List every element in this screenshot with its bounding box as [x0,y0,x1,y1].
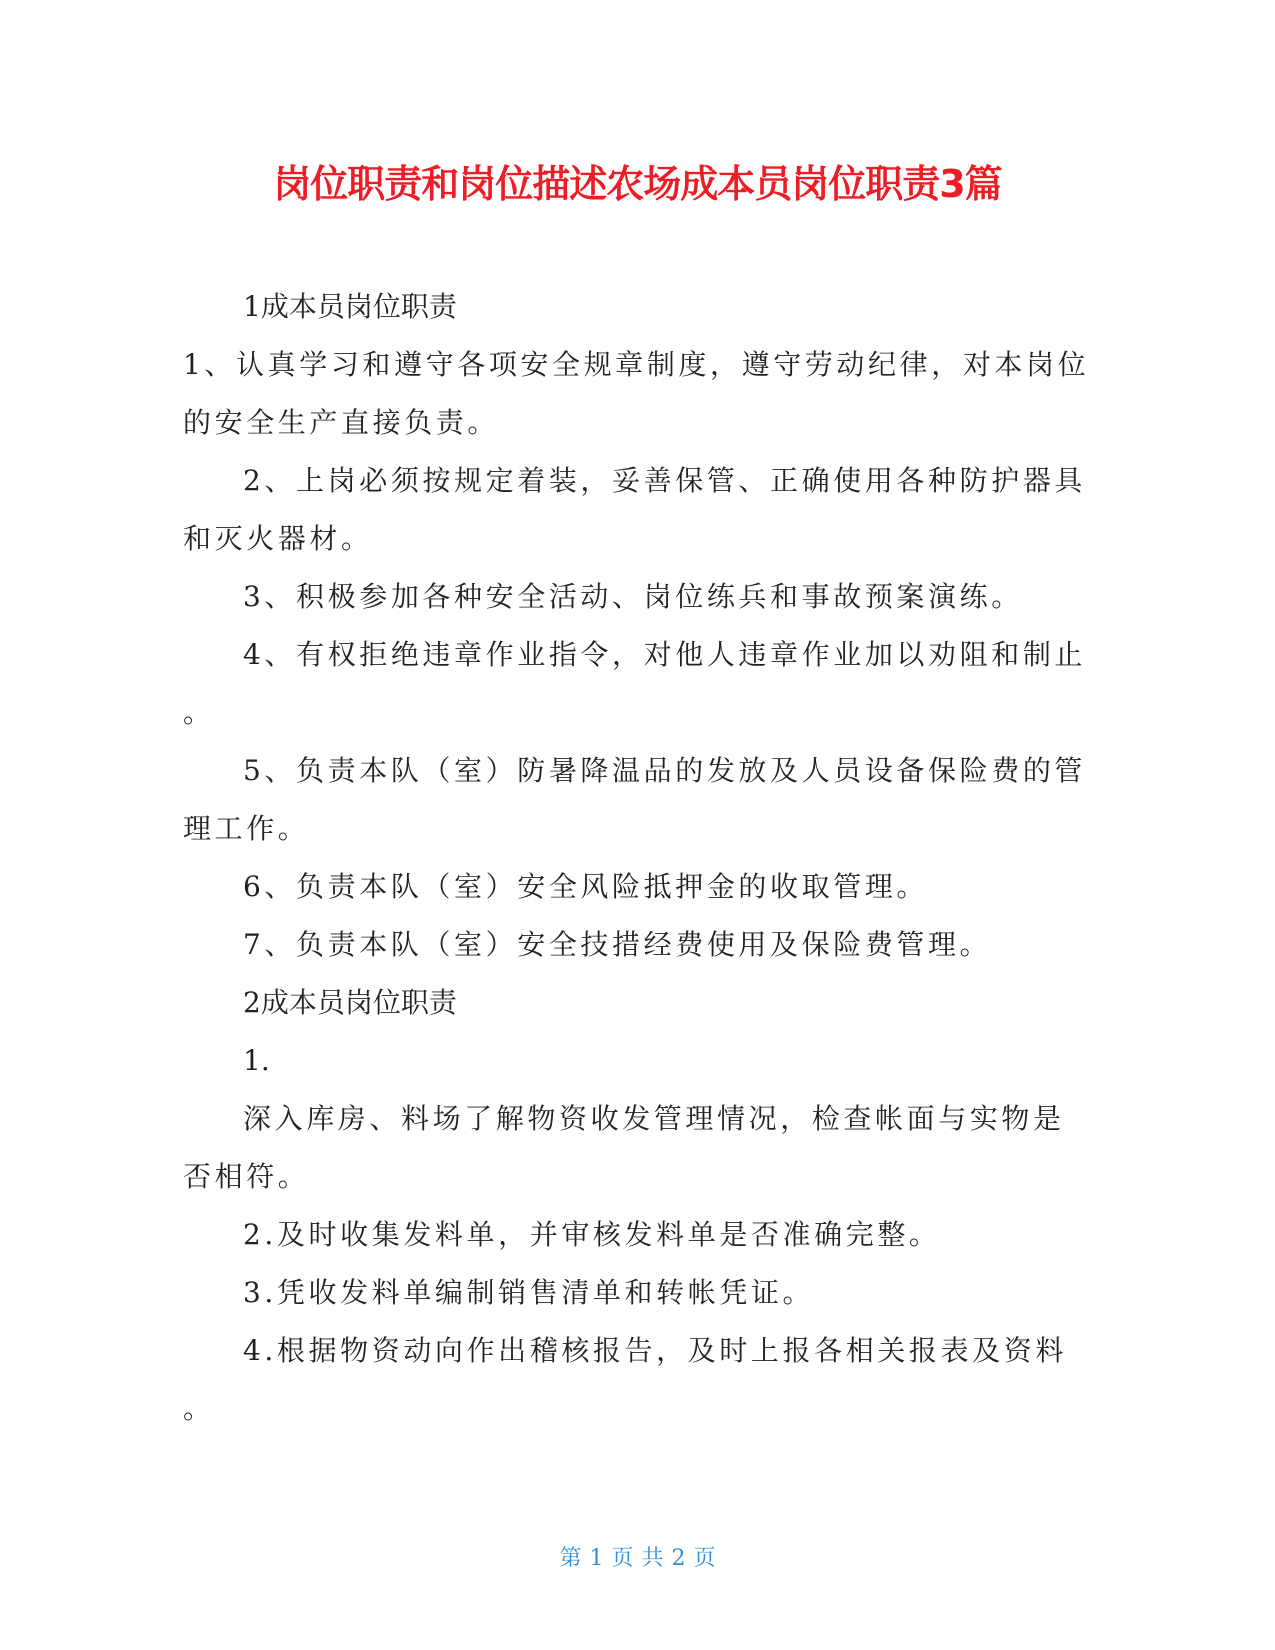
document-title: 岗位职责和岗位描述农场成本员岗位职责3篇 [273,162,1002,206]
current-page-number: 1 [589,1546,604,1571]
paragraph-line: 5、负责本队（室）防暑降温品的发放及人员设备保险费的管 [243,754,1087,787]
total-page-number: 2 [671,1546,686,1571]
paragraph-line: 的安全生产直接负责。 [183,406,500,439]
page-footer [0,1543,1275,1575]
paragraph-line: 深入库房、料场了解物资收发管理情况，检查帐面与实物是 [243,1102,1065,1135]
footer-word: 共 [641,1546,664,1571]
paragraph-line: 7、负责本队（室）安全技措经费使用及保险费管理。 [243,928,992,961]
paragraph-line: 2.及时收集发料单，并审核发料单是否准确完整。 [243,1218,941,1251]
paragraph-line: 。 [183,696,212,729]
paragraph-line: 和灭火器材。 [183,522,373,555]
footer-word: 页 [611,1546,634,1571]
paragraph-line: 理工作。 [183,812,310,845]
section-heading-2: 2成本员岗位职责 [243,986,457,1019]
paragraph-line: 。 [183,1392,212,1425]
paragraph-line: 2、上岗必须按规定着装，妥善保管、正确使用各种防护器具 [243,464,1087,497]
paragraph-line: 1、认真学习和遵守各项安全规章制度，遵守劳动纪律，对本岗位 [183,348,1090,381]
paragraph-line: 否相符。 [183,1160,310,1193]
paragraph-line: 6、负责本队（室）安全风险抵押金的收取管理。 [243,870,929,903]
paragraph-line: 4.根据物资动向作出稽核报告，及时上报各相关报表及资料 [243,1334,1067,1367]
paragraph-line: 3、积极参加各种安全活动、岗位练兵和事故预案演练。 [243,580,1023,613]
footer-word: 第 [559,1546,582,1571]
paragraph-line: 4、有权拒绝违章作业指令，对他人违章作业加以劝阻和制止 [243,638,1087,671]
paragraph-line: 1. [243,1044,270,1077]
footer-word: 页 [693,1546,716,1571]
section-heading-1: 1成本员岗位职责 [243,290,457,323]
paragraph-line: 3.凭收发料单编制销售清单和转帐凭证。 [243,1276,815,1309]
